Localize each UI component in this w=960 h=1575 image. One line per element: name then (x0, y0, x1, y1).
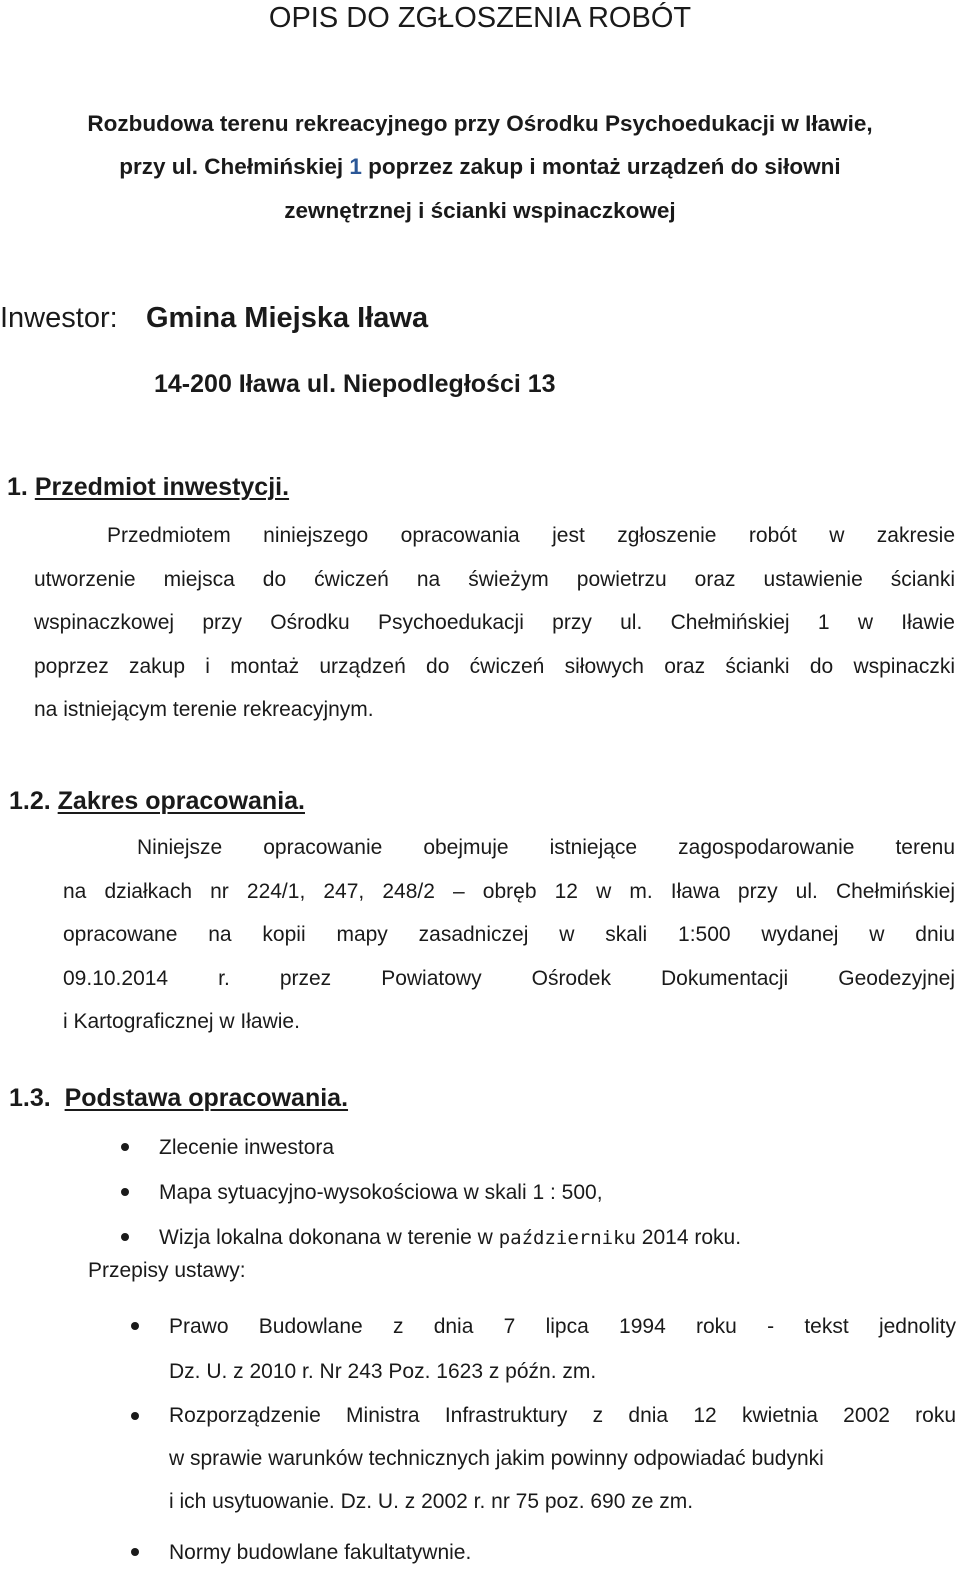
section3-heading (9, 1084, 348, 1113)
section1-heading (7, 473, 289, 502)
basis-list (159, 1125, 949, 1261)
basis-item-3a: Wizja lokalna dokonana w terenie w (159, 1226, 499, 1249)
regulation-2-line-2: w sprawie warunków technicznych jakim powinny odpowiadać budynki (169, 1447, 824, 1470)
bullet-icon (131, 1412, 139, 1420)
bullet-icon (131, 1322, 139, 1330)
document-title: OPIS DO ZGŁOSZENIA ROBÓT (268, 2, 692, 34)
section2-title: Zakres opracowania. (57, 787, 305, 815)
list-item (169, 1304, 956, 1394)
basis-item-3b: 2014 roku. (635, 1226, 742, 1249)
section2-line: Niniejsze opracowanie obejmuje istniejące zagospodarowanie terenu (137, 836, 955, 859)
subtitle-line-1: Rozbudowa terenu rekreacyjnego przy Ośrodku Psychoedukacji w Iławie, (87, 111, 873, 136)
section1-paragraph (34, 514, 955, 732)
section2-heading (9, 787, 305, 816)
regulations-label: Przepisy ustawy: (88, 1259, 246, 1282)
section1-title: Przedmiot inwestycji. (34, 473, 290, 501)
regulation-2-line-1: Rozporządzenie Ministra Infrastruktury z dnia 12 kwietnia 2002 roku (169, 1404, 956, 1427)
list-item (169, 1394, 956, 1523)
subtitle-line-2 (0, 154, 960, 180)
section2-number: 1.2. (9, 787, 51, 815)
subtitle-line-2-b: poprzez zakup i montaż urządzeń do siłowni (361, 154, 841, 179)
list-item (159, 1125, 949, 1170)
section2-line: na działkach nr 224/1, 247, 248/2 – obręb 12 w m. Iława przy ul. Chełmińskiej (63, 879, 955, 903)
section1-number: 1. (7, 473, 28, 501)
section2-line: opracowane na kopii mapy zasadniczej w skali 1:500 wydanej w dniu (63, 923, 955, 946)
list-item (159, 1170, 949, 1215)
section3-number: 1.3. (9, 1084, 51, 1112)
section1-line: utworzenie miejsca do ćwiczeń na świeżym powietrzu oraz ustawienie ścianki (34, 567, 955, 591)
bullet-icon (121, 1143, 129, 1151)
list-item (159, 1215, 949, 1261)
bullet-icon (131, 1548, 139, 1556)
basis-item-3-month: październiku (498, 1227, 636, 1249)
list-item (169, 1530, 956, 1575)
bullet-icon (121, 1233, 129, 1241)
investor-label: Inwestor: (0, 302, 118, 334)
regulations-list (169, 1304, 956, 1575)
section1-line: poprzez zakup i montaż urządzeń do ćwiczeń siłowych oraz ścianki do wspinaczki (34, 654, 955, 678)
bullet-icon (121, 1188, 129, 1196)
basis-item-2: Mapa sytuacyjno-wysokościowa w skali 1 : 500, (159, 1181, 603, 1204)
section3-title: Podstawa opracowania. (64, 1084, 349, 1112)
subtitle-street-number: 1 (349, 154, 362, 179)
subtitle-line-3: zewnętrznej i ścianki wspinaczkowej (284, 198, 676, 223)
subtitle-line-2-a: przy ul. Chełmińskiej (119, 154, 350, 179)
regulation-1-line-2: Dz. U. z 2010 r. Nr 243 Poz. 1623 z późn. zm. (169, 1360, 597, 1383)
investor-name: Gmina Miejska Iława (146, 302, 429, 334)
section1-line: Przedmiotem niniejszego opracowania jest zgłoszenie robót w zakresie (107, 524, 955, 547)
investor-address: 14-200 Iława ul. Niepodległości 13 (154, 370, 556, 398)
section1-line: wspinaczkowej przy Ośrodku Psychoedukacji przy ul. Chełmińskiej 1 w Iławie (34, 611, 955, 634)
regulation-2-line-3: i ich usytuowanie. Dz. U. z 2002 r. nr 75 poz. 690 ze zm. (169, 1490, 694, 1513)
regulation-3: Normy budowlane fakultatywnie. (169, 1541, 472, 1564)
section2-paragraph (63, 826, 955, 1044)
regulation-1-line-1: Prawo Budowlane z dnia 7 lipca 1994 roku - tekst jednolity (169, 1315, 956, 1338)
section2-line: 09.10.2014 r. przez Powiatowy Ośrodek Dokumentacji Geodezyjnej (63, 966, 955, 990)
section1-line: na istniejącym terenie rekreacyjnym. (34, 698, 374, 721)
basis-item-1: Zlecenie inwestora (159, 1136, 335, 1159)
section2-line: i Kartograficznej w Iławie. (63, 1010, 300, 1033)
